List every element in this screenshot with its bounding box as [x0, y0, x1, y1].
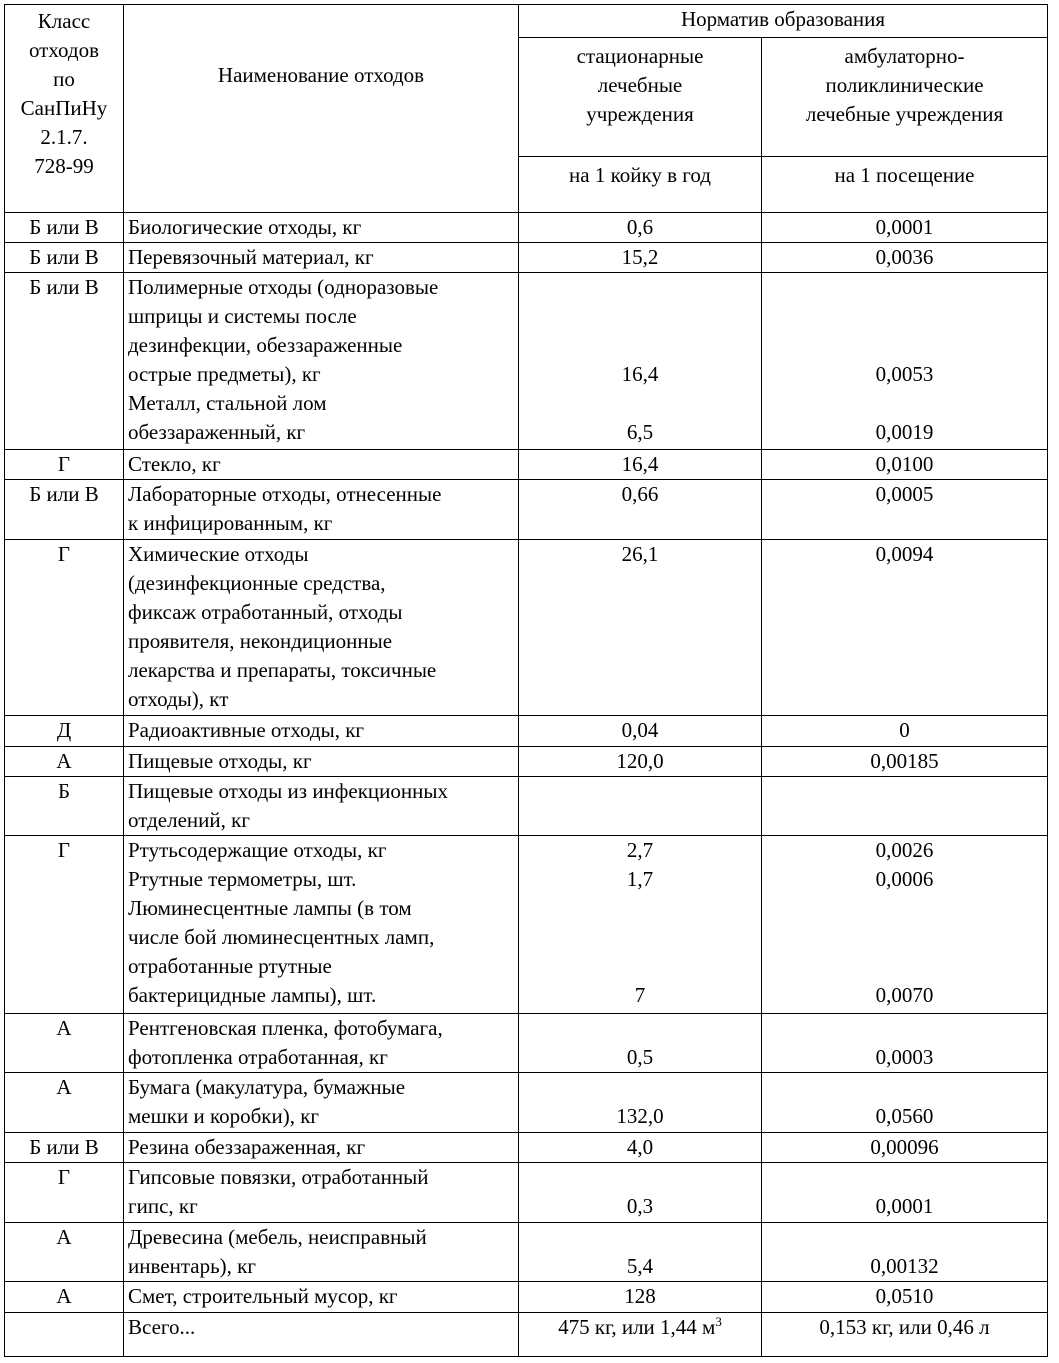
stationary-value-cell: 2,7 1,7 7: [519, 836, 762, 1014]
table-row: [5, 1222, 1048, 1282]
stationary-value-cell: 0,6: [519, 212, 762, 242]
outpatient-value-cell: 0,0560: [762, 1073, 1048, 1133]
class-cell: Б или В: [5, 273, 124, 450]
stationary-value-cell: 0,3: [519, 1163, 762, 1223]
table-row: [5, 776, 1048, 836]
total-stationary-sup: 3: [715, 1313, 722, 1329]
class-cell: А: [5, 1222, 124, 1282]
header-row-1: [5, 5, 1048, 38]
outpatient-value-cell: 0,0510: [762, 1282, 1048, 1312]
outpatient-value-cell: 0,0100: [762, 449, 1048, 479]
stationary-value-cell: 5,4: [519, 1222, 762, 1282]
class-cell: Г: [5, 449, 124, 479]
name-cell: Пищевые отходы из инфекционных отделений, кг: [124, 776, 519, 836]
table-row: [5, 273, 1048, 450]
class-cell: Б или В: [5, 212, 124, 242]
header-stationary-unit: на 1 койку в год: [519, 157, 762, 213]
total-row: [5, 1312, 1048, 1356]
stationary-value-cell: 128: [519, 1282, 762, 1312]
outpatient-value-cell: 0,0003: [762, 1013, 1048, 1073]
table-row: [5, 1013, 1048, 1073]
class-cell: Г: [5, 539, 124, 716]
class-cell: А: [5, 746, 124, 776]
header-outpatient-cell: амбулаторно- поликлинические лечебные учреждения: [762, 38, 1048, 157]
outpatient-value-cell: 0,0005: [762, 480, 1048, 540]
total-stationary-cell: [519, 1312, 762, 1356]
stationary-value-cell: 0,66: [519, 480, 762, 540]
name-cell: Смет, строительный мусор, кг: [124, 1282, 519, 1312]
outpatient-value-cell: 0,0026 0,0006 0,0070: [762, 836, 1048, 1014]
outpatient-value-cell: [762, 776, 1048, 836]
total-label-cell: Всего...: [124, 1312, 519, 1356]
outpatient-value-cell: 0,0036: [762, 243, 1048, 273]
name-cell: Гипсовые повязки, отработанный гипс, кг: [124, 1163, 519, 1223]
name-cell: Бумага (макулатура, бумажные мешки и коробки), кг: [124, 1073, 519, 1133]
table-row: [5, 449, 1048, 479]
table-body: [5, 212, 1048, 1312]
table-row: [5, 1073, 1048, 1133]
name-cell: Древесина (мебель, неисправный инвентарь), кг: [124, 1222, 519, 1282]
waste-norms-table: [4, 4, 1048, 1357]
name-cell: Химические отходы (дезинфекционные средства, фиксаж отработанный, отходы проявителя, некондиционные лекарства и препараты, токсичные отходы), кт: [124, 539, 519, 716]
table-row: [5, 716, 1048, 746]
stationary-value-cell: 132,0: [519, 1073, 762, 1133]
outpatient-value-cell: 0,00185: [762, 746, 1048, 776]
class-cell: Б или В: [5, 480, 124, 540]
class-cell: Б или В: [5, 243, 124, 273]
name-cell: Полимерные отходы (одноразовые шприцы и системы после дезинфекции, обеззараженные острые предметы), кг Металл, стальной лом обеззараженный, кг: [124, 273, 519, 450]
table-row: [5, 212, 1048, 242]
class-cell: Д: [5, 716, 124, 746]
header-norm-cell: Норматив образования: [519, 5, 1048, 38]
table-row: [5, 1132, 1048, 1162]
table-row: [5, 836, 1048, 1014]
stationary-value-cell: 16,4: [519, 449, 762, 479]
outpatient-value-cell: 0,0053 0,0019: [762, 273, 1048, 450]
class-cell: А: [5, 1073, 124, 1133]
table-row: [5, 480, 1048, 540]
header-name-cell: Наименование отходов: [124, 5, 519, 213]
name-cell: Пищевые отходы, кг: [124, 746, 519, 776]
table-row: [5, 1282, 1048, 1312]
class-cell: Б или В: [5, 1132, 124, 1162]
stationary-value-cell: 15,2: [519, 243, 762, 273]
class-cell: А: [5, 1282, 124, 1312]
stationary-value-cell: 26,1: [519, 539, 762, 716]
stationary-value-cell: 120,0: [519, 746, 762, 776]
name-cell: Стекло, кг: [124, 449, 519, 479]
total-stationary-value: 475 кг, или 1,44 м: [558, 1314, 716, 1339]
stationary-value-cell: [519, 776, 762, 836]
name-cell: Биологические отходы, кг: [124, 212, 519, 242]
table-row: [5, 746, 1048, 776]
class-cell: Г: [5, 836, 124, 1014]
outpatient-value-cell: 0,0001: [762, 212, 1048, 242]
stationary-value-cell: 0,5: [519, 1013, 762, 1073]
outpatient-value-cell: 0,0001: [762, 1163, 1048, 1223]
waste-norms-sheet: [4, 4, 1047, 1357]
total-class-cell: [5, 1312, 124, 1356]
table-row: [5, 1163, 1048, 1223]
class-cell: А: [5, 1013, 124, 1073]
outpatient-value-cell: 0: [762, 716, 1048, 746]
header-outpatient-unit: на 1 посещение: [762, 157, 1048, 213]
outpatient-value-cell: 0,00096: [762, 1132, 1048, 1162]
outpatient-value-cell: 0,0094: [762, 539, 1048, 716]
header-stationary-cell: стационарные лечебные учреждения: [519, 38, 762, 157]
name-cell: Радиоактивные отходы, кг: [124, 716, 519, 746]
name-cell: Резина обеззараженная, кг: [124, 1132, 519, 1162]
class-cell: Б: [5, 776, 124, 836]
name-cell: Ртутьсодержащие отходы, кг Ртутные термометры, шт. Люминесцентные лампы (в том числе бой люминесцентных ламп, отработанные ртутные бактерицидные лампы), шт.: [124, 836, 519, 1014]
stationary-value-cell: 4,0: [519, 1132, 762, 1162]
outpatient-value-cell: 0,00132: [762, 1222, 1048, 1282]
header-class-cell: Класс отходов по СанПиНу 2.1.7. 728-99: [5, 5, 124, 213]
name-cell: Рентгеновская пленка, фотобумага, фотопленка отработанная, кг: [124, 1013, 519, 1073]
stationary-value-cell: 0,04: [519, 716, 762, 746]
table-row: [5, 243, 1048, 273]
name-cell: Лабораторные отходы, отнесенные к инфицированным, кг: [124, 480, 519, 540]
table-row: [5, 539, 1048, 716]
total-outpatient-cell: 0,153 кг, или 0,46 л: [762, 1312, 1048, 1356]
name-cell: Перевязочный материал, кг: [124, 243, 519, 273]
stationary-value-cell: 16,4 6,5: [519, 273, 762, 450]
class-cell: Г: [5, 1163, 124, 1223]
